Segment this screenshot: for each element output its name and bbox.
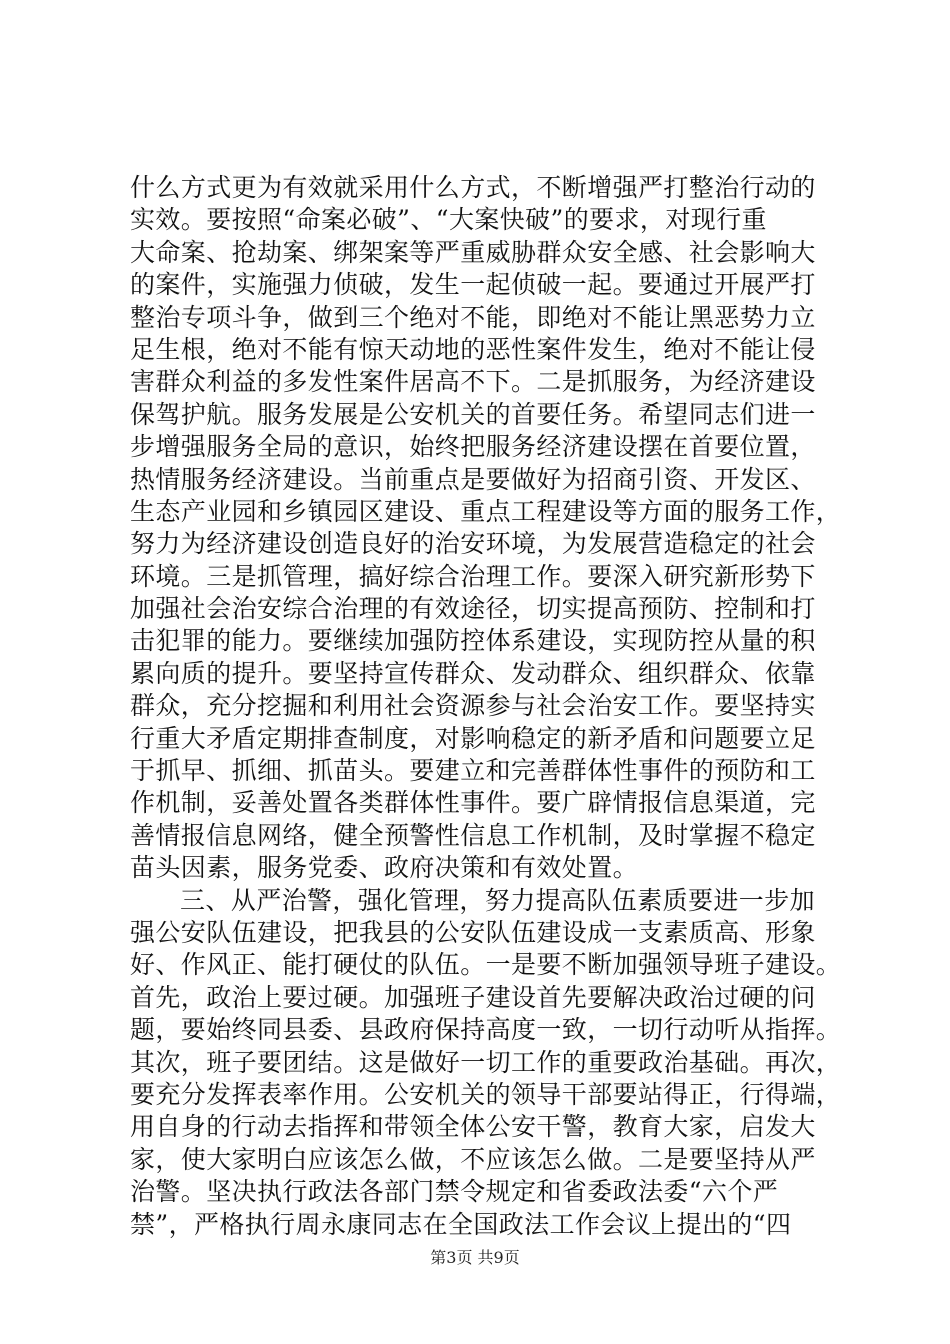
text-line: 步增强服务全局的意识，始终把服务经济建设摆在首要位置， <box>130 432 816 462</box>
text-line: 用自身的行动去指挥和带领全体公安干警，教育大家，启发大 <box>130 1112 816 1142</box>
text-line: 整治专项斗争，做到三个绝对不能，即绝对不能让黑恶势力立 <box>130 302 816 332</box>
text-line: 群众，充分挖掘和利用社会资源参与社会治安工作。要坚持实 <box>130 691 816 721</box>
text-line: 累向质的提升。要坚持宣传群众、发动群众、组织群众、依靠 <box>130 658 816 688</box>
paragraph-2 <box>130 885 842 1241</box>
text-line: 什么方式更为有效就采用什么方式，不断增强严打整治行动的 <box>130 173 816 202</box>
text-line: 害群众利益的多发性案件居高不下。二是抓服务，为经济建设 <box>130 367 816 397</box>
text-line: 要充分发挥表率作用。公安机关的领导干部要站得正，行得端， <box>130 1079 842 1109</box>
text-line: 实效。要按照“命案必破”、“大案快破”的要求，对现行重 <box>130 205 767 235</box>
text-line: 其次，班子要团结。这是做好一切工作的重要政治基础。再次， <box>130 1047 842 1077</box>
text-line: 首先，政治上要过硬。加强班子建设首先要解决政治过硬的问 <box>130 982 816 1012</box>
text-line: 强公安队伍建设，把我县的公安队伍建设成一支素质高、形象 <box>130 917 816 947</box>
text-line: 热情服务经济建设。当前重点是要做好为招商引资、开发区、 <box>130 464 816 494</box>
text-line: 禁”，严格执行周永康同志在全国政法工作会议上提出的“四 <box>130 1209 792 1239</box>
text-line: 治警。坚决执行政法各部门禁令规定和省委政法委“六个严 <box>130 1177 779 1207</box>
text-line: 努力为经济建设创造良好的治安环境，为发展营造稳定的社会 <box>130 529 816 559</box>
text-line: 行重大矛盾定期排查制度，对影响稳定的新矛盾和问题要立足 <box>130 723 816 753</box>
text-line: 生态产业园和乡镇园区建设、重点工程建设等方面的服务工作， <box>130 496 842 526</box>
text-line: 苗头因素，服务党委、政府决策和有效处置。 <box>130 853 639 883</box>
text-line: 击犯罪的能力。要继续加强防控体系建设，实现防控从量的积 <box>130 626 816 656</box>
text-line: 加强社会治安综合治理的有效途径，切实提高预防、控制和打 <box>130 594 816 624</box>
text-line: 保驾护航。服务发展是公安机关的首要任务。希望同志们进一 <box>130 399 816 429</box>
text-line: 大命案、抢劫案、绑架案等严重威胁群众安全感、社会影响大 <box>130 237 816 267</box>
text-line: 于抓早、抓细、抓苗头。要建立和完善群体性事件的预防和工 <box>130 756 816 786</box>
text-line: 的案件，实施强力侦破，发生一起侦破一起。要通过开展严打 <box>130 270 816 300</box>
text-line: 环境。三是抓管理，搞好综合治理工作。要深入研究新形势下 <box>130 561 816 591</box>
page-number-footer: 第3页 共9页 <box>430 1248 520 1267</box>
text-line: 好、作风正、能打硬仗的队伍。一是要不断加强领导班子建设。 <box>130 950 842 980</box>
text-line: 题，要始终同县委、县政府保持高度一致，一切行动听从指挥。 <box>130 1015 842 1045</box>
text-line: 三、从严治警，强化管理，努力提高队伍素质要进一步加 <box>180 885 816 915</box>
text-line: 家，使大家明白应该怎么做，不应该怎么做。二是要坚持从严 <box>130 1144 816 1174</box>
document-body <box>130 172 842 1241</box>
text-line: 足生根，绝对不能有惊天动地的恶性案件发生，绝对不能让侵 <box>130 334 816 364</box>
text-line: 作机制，妥善处置各类群体性事件。要广辟情报信息渠道，完 <box>130 788 816 818</box>
paragraph-1 <box>130 172 842 885</box>
text-line: 善情报信息网络，健全预警性信息工作机制，及时掌握不稳定 <box>130 820 816 850</box>
